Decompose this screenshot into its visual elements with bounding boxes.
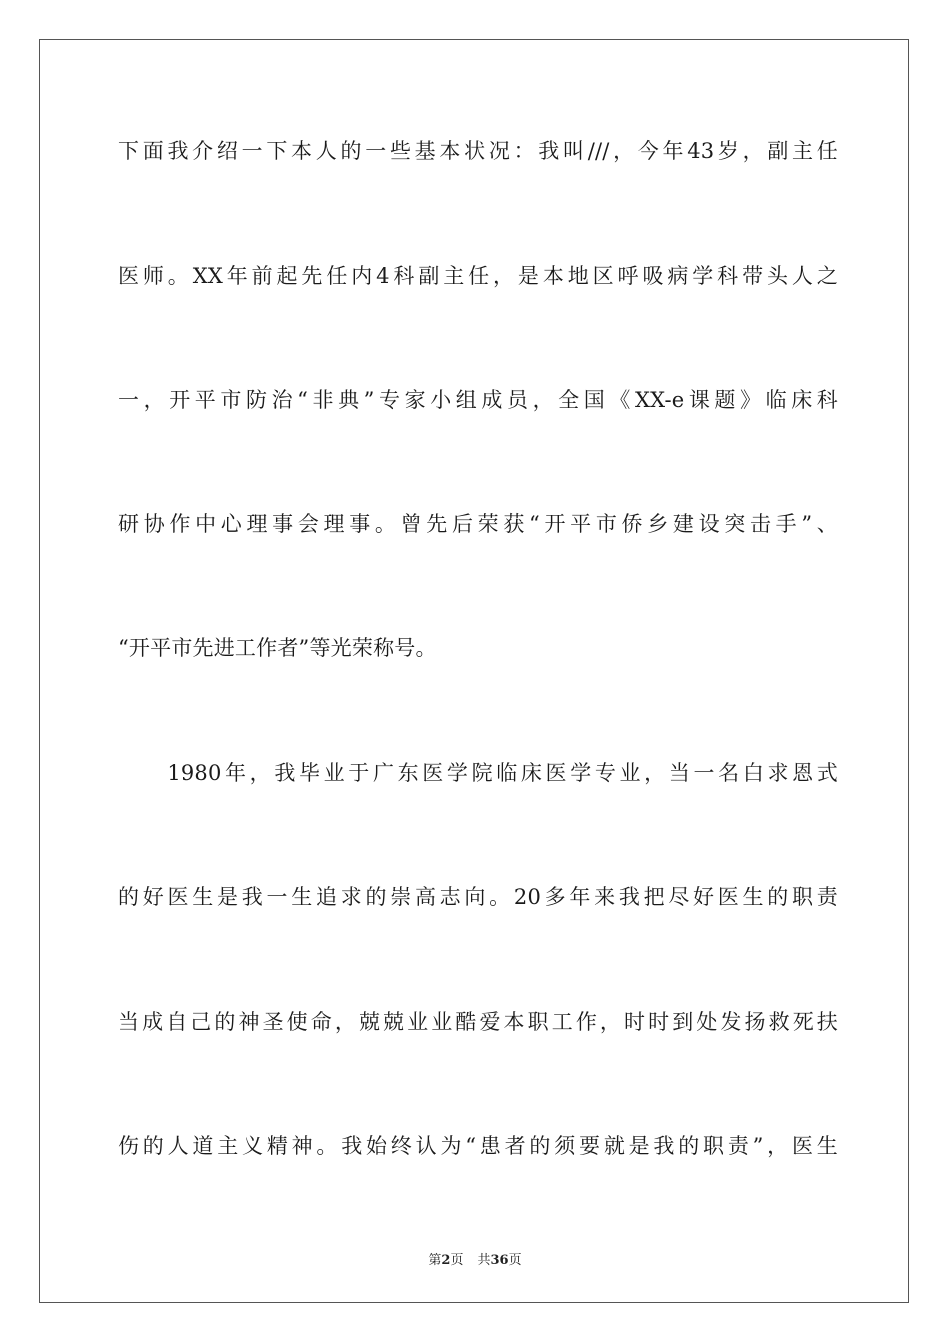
total-count: 36 [490,1253,509,1268]
text-line-7: 的好医生是我一生追求的崇高志向。20多年来我把尽好医生的职责 [118,885,838,909]
text-line-4: 研协作中心理事会理事。曾先后荣获“开平市侨乡建设突击手”、 [118,512,838,536]
text-line-6: 1980年，我毕业于广东医学院临床医学专业，当一名白求恩式 [118,761,838,785]
page-number [428,1253,463,1268]
page-current: 2 [441,1253,451,1268]
text-line-9: 伤的人道主义精神。我始终认为“患者的须要就是我的职责”，医生 [118,1134,838,1158]
text-line-2: 医师。XX年前起先任内4科副主任，是本地区呼吸病学科带头人之 [118,264,838,288]
text-line-3: 一，开平市防治“非典”专家小组成员，全国《XX-e课题》临床科 [118,388,838,412]
page-total [477,1253,521,1268]
page-suffix: 页 [450,1253,464,1268]
page-border [39,39,909,1303]
text-line-8: 当成自己的神圣使命，兢兢业业酷爱本职工作，时时到处发扬救死扶 [118,1010,838,1034]
total-suffix: 页 [508,1253,522,1268]
text-line-5: “开平市先进工作者”等光荣称号。 [118,636,437,660]
text-line-1: 下面我介绍一下本人的一些基本状况：我叫///，今年43岁，副主任 [118,139,838,163]
page-prefix: 第 [428,1253,442,1268]
total-prefix: 共 [477,1253,491,1268]
page-footer [0,1249,950,1268]
